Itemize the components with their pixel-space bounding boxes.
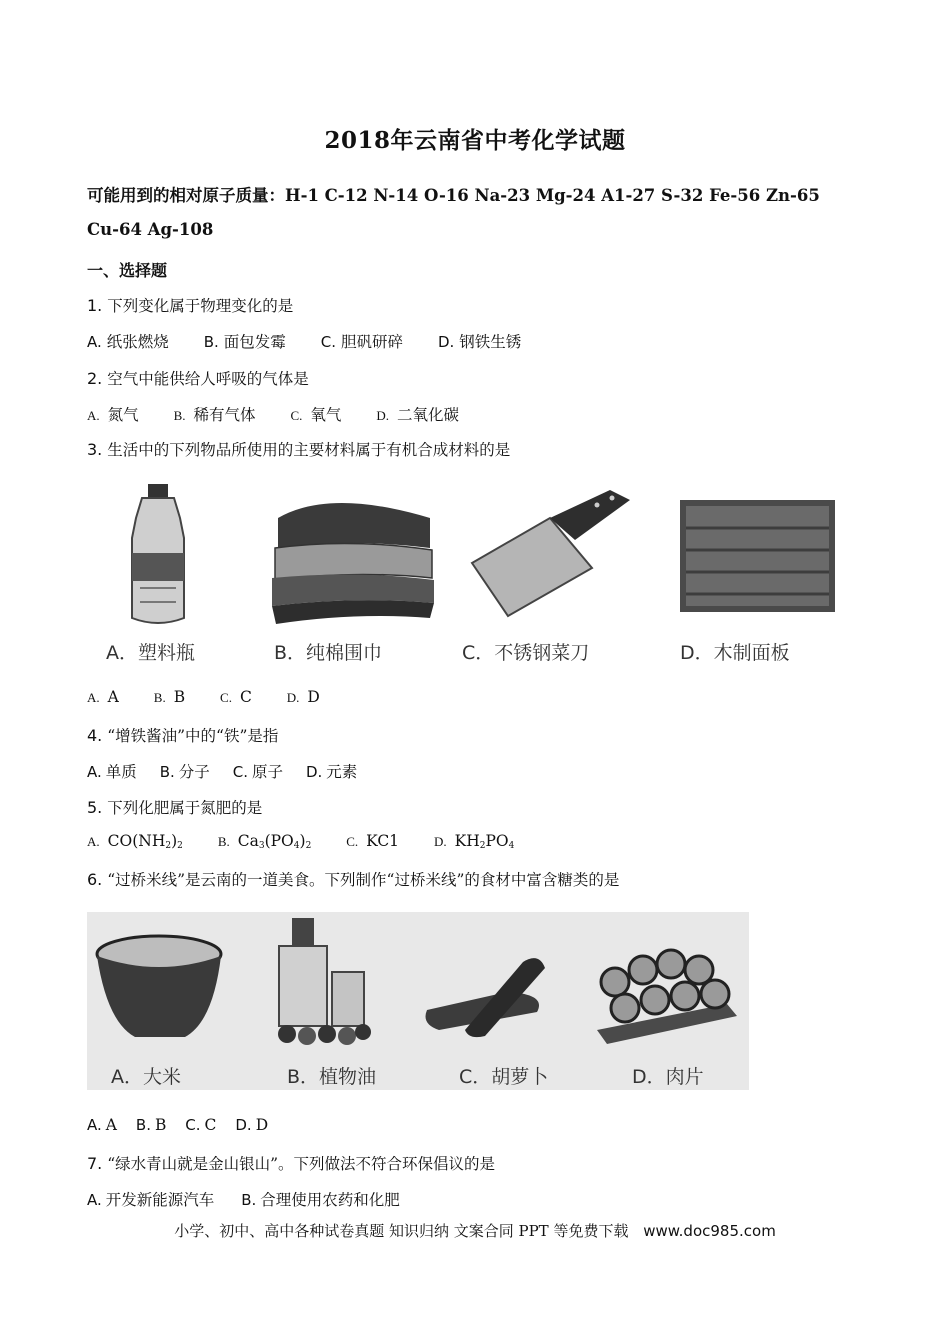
plastic-bottle-image: [132, 484, 184, 623]
question-stem: 下列化肥属于氮肥的是: [107, 799, 263, 817]
question-7-options: [87, 1188, 418, 1210]
food-illustrations: [87, 912, 749, 1052]
option-d: D. 钢铁生锈: [437, 333, 522, 351]
option-b: B. $Ca_3(PO_4)_2$: [217, 832, 312, 851]
vegetable-oil-image: [278, 918, 371, 1045]
question-6: [87, 868, 619, 890]
cotton-scarf-image: [272, 503, 434, 624]
question-number: 3.: [87, 440, 103, 459]
meat-slices-image: [597, 950, 737, 1044]
page-title: 2018年云南省中考化学试题: [324, 127, 626, 154]
rice-bowl-image: [97, 936, 221, 1037]
question-1: [87, 294, 293, 316]
food-figure: [87, 912, 749, 1090]
question-stem: “增铁酱油”中的“铁”是指: [107, 727, 279, 745]
question-number: 7.: [87, 1154, 103, 1173]
figure-label-c: C．不锈钢菜刀: [462, 642, 590, 664]
question-stem: 生活中的下列物品所使用的主要材料属于有机合成材料的是: [107, 441, 511, 459]
question-1-options: [87, 330, 551, 352]
figure-label-a: A．大米: [111, 1066, 181, 1088]
option-a: A. A: [87, 688, 119, 706]
option-a: A. 单质: [87, 763, 137, 781]
option-c: C. C: [220, 688, 252, 706]
atomic-masses-line-2: Cu-64 Ag-108: [87, 220, 214, 239]
figure-label-d: D．肉片: [632, 1066, 704, 1088]
option-c: C. C: [185, 1116, 217, 1134]
question-number: 1.: [87, 296, 103, 315]
option-a: A. 纸张燃烧: [87, 333, 169, 351]
question-4: [87, 724, 278, 746]
option-a: A. 开发新能源汽车: [87, 1191, 215, 1209]
materials-figure: [100, 478, 845, 668]
question-5-options: [87, 832, 544, 851]
question-number: 4.: [87, 726, 103, 745]
question-2: [87, 367, 309, 389]
option-b: B. 稀有气体: [173, 406, 256, 424]
figure-label-d: D．木制面板: [680, 642, 790, 664]
question-3-options: [87, 688, 350, 706]
option-d: D. D: [286, 688, 320, 706]
footer-text: 小学、初中、高中各种试卷真题 知识归纳 文案合同 PPT 等免费下载: [174, 1222, 629, 1240]
option-c: C. 原子: [232, 763, 283, 781]
section-heading: 一、选择题: [87, 261, 168, 280]
option-c: C. 氧气: [290, 406, 342, 424]
question-stem: 下列变化属于物理变化的是: [107, 297, 294, 315]
figure-label-b: B．纯棉围巾: [274, 642, 383, 664]
question-3: [87, 438, 510, 460]
option-a: A. 氮气: [87, 406, 139, 424]
footer-url[interactable]: www.doc985.com: [643, 1222, 776, 1240]
question-5: [87, 796, 262, 818]
question-number: 5.: [87, 798, 103, 817]
materials-illustrations: [100, 478, 845, 628]
figure-label-a: A．塑料瓶: [106, 642, 195, 664]
option-d: D. D: [235, 1116, 269, 1134]
atomic-masses-line-1: 可能用到的相对原子质量：H-1 C-12 N-14 O-16 Na-23 Mg-24 A1-27 S-32 Fe-56 Zn-65: [87, 186, 820, 205]
cleaver-image: [472, 490, 630, 616]
option-b: B. 分子: [159, 763, 210, 781]
figure-label-b: B．植物油: [287, 1066, 377, 1088]
question-stem: 空气中能供给人呼吸的气体是: [107, 370, 309, 388]
option-c: C. 胆矾研碎: [320, 333, 403, 351]
question-4-options: [87, 760, 375, 782]
option-c: C. KC1: [346, 832, 400, 850]
option-a: A. A: [87, 1116, 117, 1134]
option-d: D. $KH_2PO_4$: [433, 832, 515, 851]
wooden-board-image: [680, 500, 835, 612]
option-b: B. B: [135, 1116, 167, 1134]
page-footer: [0, 1220, 950, 1241]
question-number: 2.: [87, 369, 103, 388]
question-stem: “过桥米线”是云南的一道美食。下列制作“过桥米线”的食材中富含糖类的是: [107, 871, 620, 889]
option-b: B. 合理使用农药和化肥: [241, 1191, 400, 1209]
question-7: [87, 1152, 495, 1174]
option-a: A. $CO(NH_2)_2$: [87, 832, 183, 851]
carrot-image: [426, 958, 546, 1037]
question-stem: “绿水青山就是金山银山”。下列做法不符合环保倡议的是: [107, 1155, 496, 1173]
option-d: D. 二氧化碳: [376, 406, 459, 424]
option-d: D. 元素: [305, 763, 358, 781]
option-b: B. 面包发霉: [203, 333, 286, 351]
question-2-options: [87, 403, 489, 425]
question-number: 6.: [87, 870, 103, 889]
figure-label-c: C．胡萝卜: [459, 1066, 549, 1088]
question-6-options: [87, 1116, 282, 1134]
option-b: B. B: [153, 688, 186, 706]
